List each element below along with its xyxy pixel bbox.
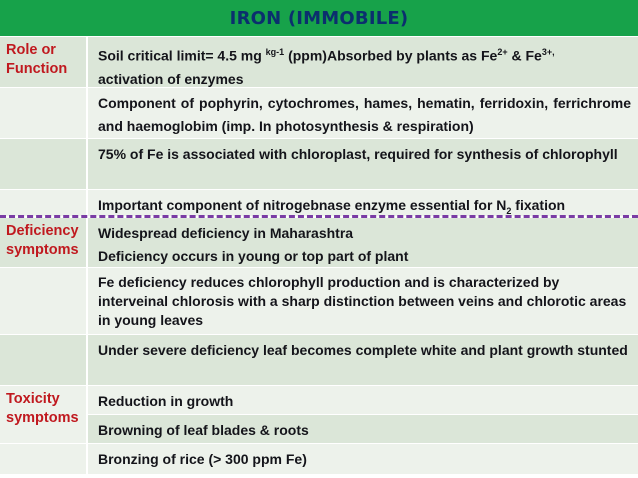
table-row [0, 335, 638, 385]
table-row [0, 139, 638, 189]
section-label-empty [0, 268, 86, 334]
table-row [0, 190, 638, 216]
row-text: Bronzing of rice (> 300 ppm Fe) [88, 444, 638, 474]
table-row [0, 218, 638, 267]
section-label-role: Role or Function [0, 37, 86, 87]
row-text: Soil critical limit= 4.5 mg $^{kg-1}$ (ppm)Absorbed by plants as $Fe^{2+}$ & $Fe^{3+,}$ activation of enzymes [88, 37, 638, 87]
row-text: Reduction in growth [88, 386, 638, 414]
row-text: Widespread deficiency in Maharashtra Deficiency occurs in young or top part of plant [88, 218, 638, 267]
section-label-empty [0, 88, 86, 138]
title-bar [0, 0, 638, 36]
row-text: Under severe deficiency leaf becomes complete white and plant growth stunted [88, 335, 638, 385]
section-label-deficiency: Deficiency symptoms [0, 218, 86, 267]
table-row [0, 444, 638, 474]
table-row [0, 88, 638, 138]
section-label-empty [0, 190, 86, 216]
row-text: 75% of Fe is associated with chloroplast, required for synthesis of chlorophyll [88, 139, 638, 189]
row-text: Important component of nitrogebnase enzyme essential for $N_2$ fixation [88, 190, 638, 216]
page-title: IRON (IMMOBILE) [229, 7, 409, 29]
row-text: Fe deficiency reduces chlorophyll production and is characterized by interveinal chlorosis with a sharp distinction between veins and chlorotic areas in young leaves [88, 268, 638, 334]
section-label-empty [0, 335, 86, 385]
table-row [0, 415, 638, 443]
table-row [0, 386, 638, 426]
row-text: Component of pophyrin, cytochromes, hames, hematin, ferridoxin, ferrichrome and haemoglobim (imp. In photosynthesis & respiration) [88, 88, 638, 138]
table-row [0, 268, 638, 334]
section-label-toxicity: Toxicity symptoms [0, 386, 86, 442]
section-label-empty [0, 444, 86, 474]
section-label-empty [0, 139, 86, 189]
table-row [0, 37, 638, 87]
row-text: Browning of leaf blades & roots [88, 415, 638, 443]
